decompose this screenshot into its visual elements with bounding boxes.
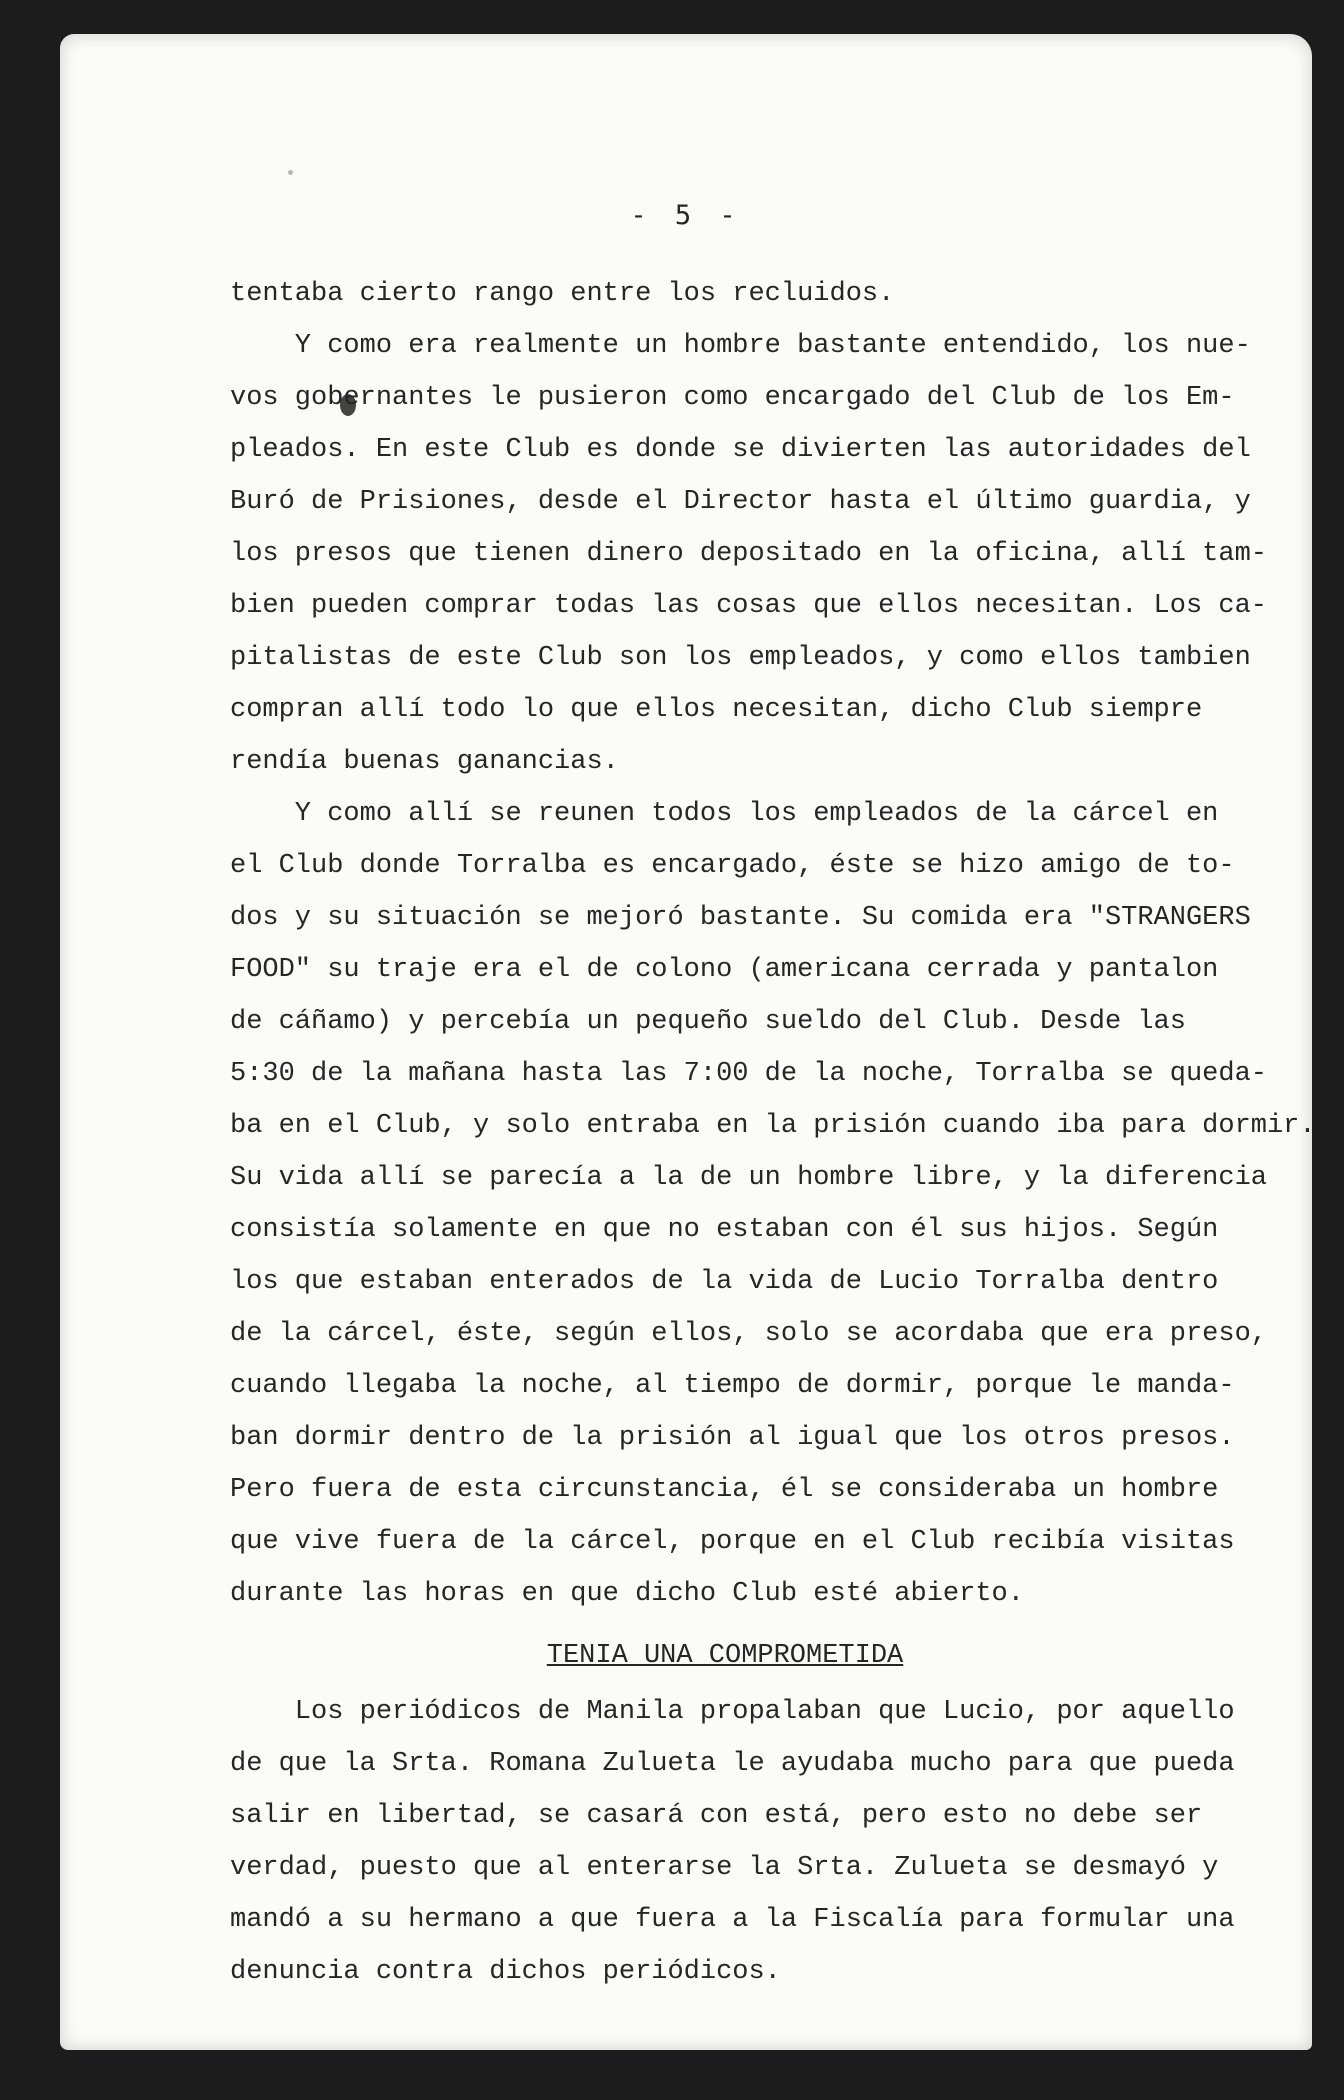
paragraph-block-1 — [230, 268, 1316, 1620]
text-line: rendía buenas ganancias. — [230, 747, 619, 777]
typewritten-page — [60, 34, 1316, 2050]
text-line: consistía solamente en que no estaban con él sus hijos. Según — [230, 1215, 1219, 1245]
text-line: vos gobernantes le pusieron como encargado del Club de los Em- — [230, 383, 1235, 413]
text-line: que vive fuera de la cárcel, porque en el Club recibía visitas — [230, 1527, 1235, 1557]
text-line: pleados. En este Club es donde se divierten las autoridades del — [230, 435, 1251, 465]
text-line: FOOD" su traje era el de colono (americana cerrada y pantalon — [230, 955, 1219, 985]
text-line: de la cárcel, éste, según ellos, solo se acordaba que era preso, — [230, 1319, 1267, 1349]
text-line: de que la Srta. Romana Zulueta le ayudaba mucho para que pueda — [230, 1749, 1235, 1779]
text-line: Pero fuera de esta circunstancia, él se consideraba un hombre — [230, 1475, 1219, 1505]
section-heading: TENIA UNA COMPROMETIDA — [546, 1641, 904, 1671]
text-line: 5:30 de la mañana hasta las 7:00 de la noche, Torralba se queda- — [230, 1059, 1267, 1089]
text-line: los que estaban enterados de la vida de Lucio Torralba dentro — [230, 1267, 1219, 1297]
text-line: durante las horas en que dicho Club esté abierto. — [230, 1579, 1024, 1609]
text-line: ban dormir dentro de la prisión al igual que los otros presos. — [230, 1423, 1235, 1453]
text-line: dos y su situación se mejoró bastante. Su comida era "STRANGERS — [230, 903, 1251, 933]
text-line: Los periódicos de Manila propalaban que Lucio, por aquello — [230, 1697, 1235, 1727]
text-line: los presos que tienen dinero depositado en la oficina, allí tam- — [230, 539, 1267, 569]
text-line: de cáñamo) y percebía un pequeño sueldo del Club. Desde las — [230, 1007, 1186, 1037]
paragraph-block-2 — [230, 1686, 1310, 1998]
text-line: denuncia contra dichos periódicos. — [230, 1957, 781, 1987]
ink-speck — [288, 170, 293, 175]
text-line: ba en el Club, y solo entraba en la prisión cuando iba para dormir. — [230, 1111, 1316, 1141]
page-number: - 5 - — [630, 200, 742, 231]
text-line: compran allí todo lo que ellos necesitan, dicho Club siempre — [230, 695, 1203, 725]
text-line: Y como era realmente un hombre bastante entendido, los nue- — [230, 331, 1251, 361]
text-line: Y como allí se reunen todos los empleados de la cárcel en — [230, 799, 1219, 829]
text-line: Buró de Prisiones, desde el Director hasta el último guardia, y — [230, 487, 1251, 517]
text-line: verdad, puesto que al enterarse la Srta. Zulueta se desmayó y — [230, 1853, 1219, 1883]
text-line: el Club donde Torralba es encargado, éste se hizo amigo de to- — [230, 851, 1235, 881]
text-line: bien pueden comprar todas las cosas que ellos necesitan. Los ca- — [230, 591, 1267, 621]
text-line: mandó a su hermano a que fuera a la Fiscalía para formular una — [230, 1905, 1235, 1935]
text-line: cuando llegaba la noche, al tiempo de dormir, porque le manda- — [230, 1371, 1235, 1401]
text-line: Su vida allí se parecía a la de un hombre libre, y la diferencia — [230, 1163, 1267, 1193]
body-text — [230, 268, 1316, 1998]
text-line: tentaba cierto rango entre los recluidos. — [230, 279, 895, 309]
text-line: pitalistas de este Club son los empleados, y como ellos tambien — [230, 643, 1251, 673]
text-line: salir en libertad, se casará con está, pero esto no debe ser — [230, 1801, 1203, 1831]
